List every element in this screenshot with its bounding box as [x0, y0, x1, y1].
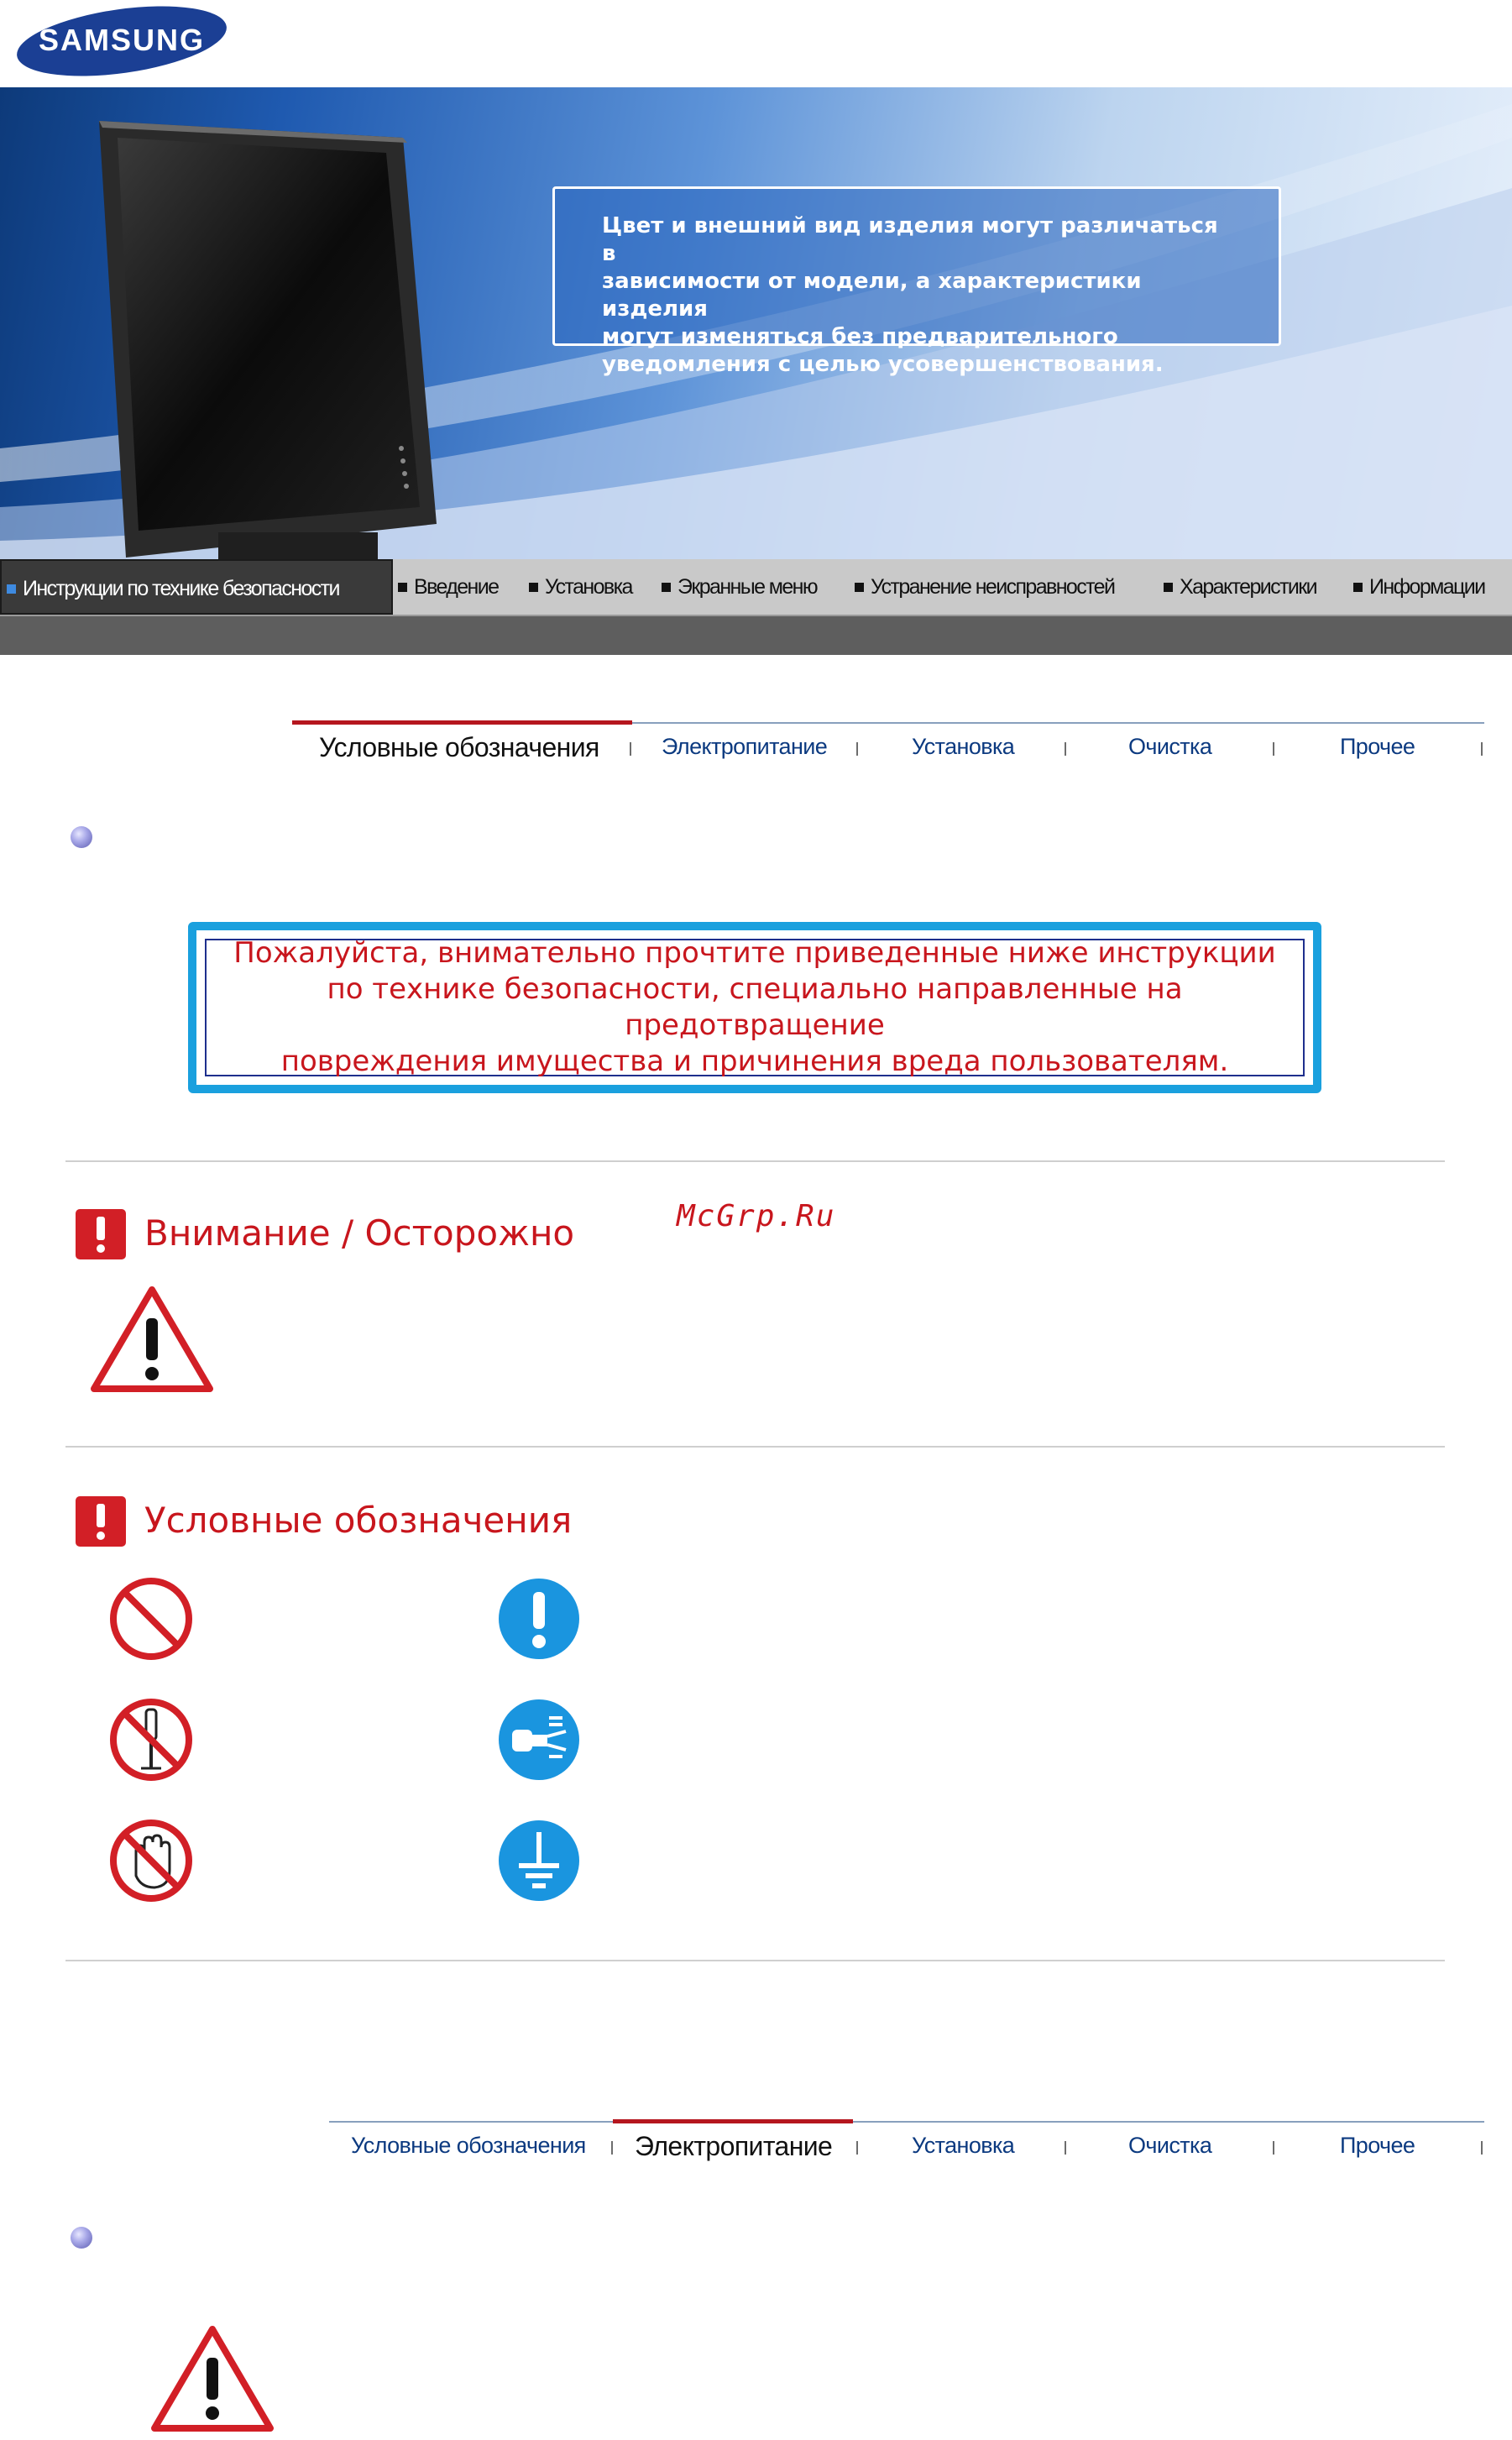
top-nav	[0, 559, 1512, 616]
important-icon	[495, 1575, 583, 1662]
no-disassembly-icon	[107, 1696, 195, 1783]
notice-line: повреждения имущества и причинения вреда пользователям.	[280, 1045, 1229, 1078]
notice-line: уведомления с целью усовершенствования.	[602, 352, 1164, 377]
bullet-square-icon	[1164, 583, 1173, 592]
divider	[65, 1446, 1445, 1448]
exclamation-box-icon	[76, 1209, 126, 1259]
caution-title: Внимание / Осторожно	[144, 1212, 575, 1254]
tab-power[interactable]: Электропитание	[662, 734, 828, 759]
nav-item-intro[interactable]	[398, 559, 498, 615]
nav-item-osd[interactable]	[662, 559, 817, 615]
tab-installation[interactable]: Установка	[912, 2133, 1015, 2158]
tab-cleaning[interactable]: Очистка	[1128, 2133, 1212, 2158]
tab-separator	[630, 742, 631, 756]
notice-line: Пожалуйста, внимательно прочтите приведенные ниже инструкции	[233, 936, 1276, 970]
nav-item-info[interactable]	[1353, 559, 1485, 615]
warning-triangle-icon	[149, 2324, 275, 2433]
subtabs-line	[329, 2121, 1484, 2123]
tab-symbols[interactable]: Условные обозначения	[319, 732, 599, 762]
nav-item-specs[interactable]	[1164, 559, 1316, 615]
tab-symbols[interactable]: Условные обозначения	[351, 2133, 586, 2158]
tab-cleaning[interactable]: Очистка	[1128, 734, 1212, 759]
exclamation-box-icon	[76, 1496, 126, 1547]
tab-power[interactable]: Электропитание	[635, 2131, 833, 2161]
subtabs-power	[329, 2121, 1484, 2171]
samsung-logo	[13, 2, 230, 81]
nav-label: Характеристики	[1180, 575, 1316, 599]
tab-separator	[856, 742, 858, 756]
tab-separator	[1065, 742, 1066, 756]
banner-notice	[552, 186, 1281, 377]
unplug-icon	[495, 1696, 583, 1783]
nav-label: Установка	[545, 575, 632, 599]
tab-separator	[611, 2141, 613, 2155]
bullet-square-icon	[398, 583, 407, 592]
bullet-square-icon	[529, 583, 538, 592]
tab-separator	[1065, 2141, 1066, 2155]
bullet-square-icon	[855, 583, 864, 592]
tab-other[interactable]: Прочее	[1340, 734, 1415, 759]
section-bullet-icon	[71, 826, 92, 848]
nav-item-safety[interactable]	[0, 559, 393, 615]
notice-line: могут изменяться без предварительного	[602, 324, 1118, 349]
bullet-square-icon	[1353, 583, 1363, 592]
notice-line: по технике безопасности, специально направленные на предотвращение	[327, 972, 1183, 1042]
safety-notice-text	[205, 936, 1305, 1078]
subtabs-symbols	[292, 722, 1484, 772]
nav-underbar	[0, 616, 1512, 655]
ground-icon	[495, 1817, 583, 1904]
nav-item-setup[interactable]	[529, 559, 632, 615]
tab-separator	[1481, 742, 1483, 756]
section-bullet-icon	[71, 2227, 92, 2249]
notice-line: зависимости от модели, а характеристики изделия	[602, 269, 1142, 322]
watermark: McGrp.Ru	[677, 1199, 836, 1233]
tab-separator	[1273, 2141, 1274, 2155]
tab-separator	[1481, 2141, 1483, 2155]
tab-other[interactable]: Прочее	[1340, 2133, 1415, 2158]
divider	[65, 1960, 1445, 1961]
nav-label: Информации	[1369, 575, 1485, 599]
active-tab-indicator	[292, 720, 632, 725]
tab-separator	[1273, 742, 1274, 756]
nav-label: Устранение неисправностей	[871, 575, 1115, 599]
nav-label: Введение	[414, 575, 499, 599]
divider	[65, 1160, 1445, 1162]
symbols-title: Условные обозначения	[144, 1500, 573, 1541]
warning-triangle-icon	[89, 1285, 215, 1394]
tab-installation[interactable]: Установка	[912, 734, 1015, 759]
logo-text: SAMSUNG	[38, 23, 206, 57]
tab-separator	[856, 2141, 858, 2155]
notice-line: Цвет и внешний вид изделия могут различаться в	[602, 213, 1218, 266]
monitor-image	[99, 121, 437, 559]
nav-label: Инструкции по технике безопасности	[23, 577, 339, 600]
bullet-square-icon	[662, 583, 671, 592]
nav-label: Экранные меню	[678, 575, 817, 599]
active-tab-indicator	[613, 2119, 853, 2123]
prohibited-icon	[107, 1575, 195, 1662]
no-touch-icon	[107, 1817, 195, 1904]
nav-item-troubleshooting[interactable]	[855, 559, 1114, 615]
safety-notice-box	[188, 922, 1321, 1093]
bullet-square-icon	[7, 584, 16, 594]
